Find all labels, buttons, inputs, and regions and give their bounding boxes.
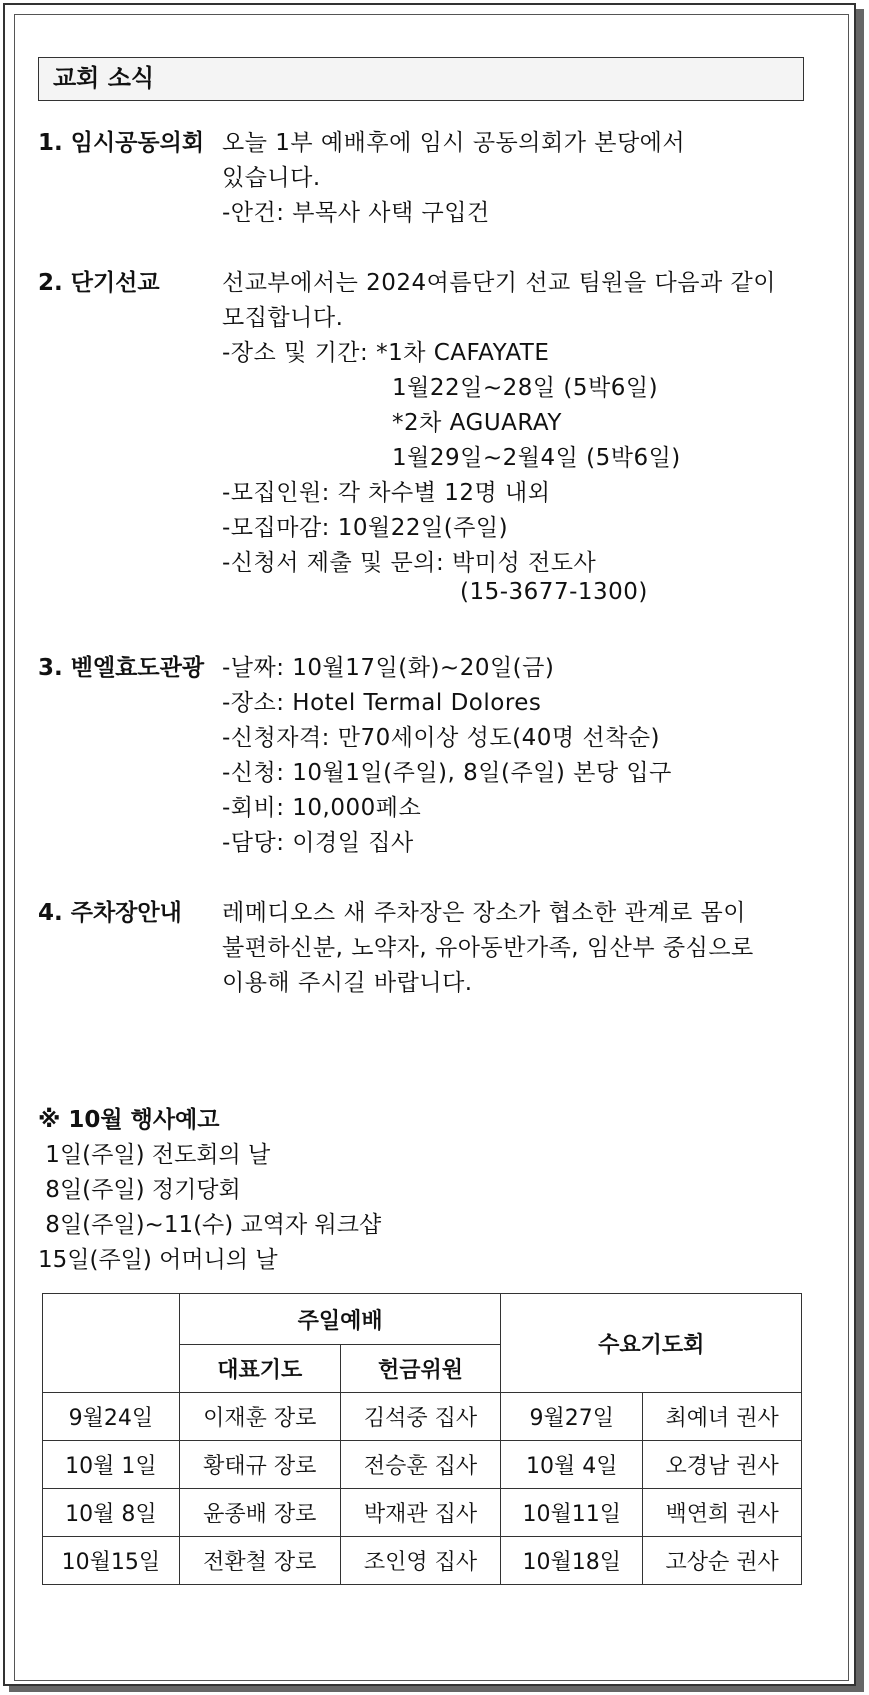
item-1-heading: 1. 임시공동의회 bbox=[38, 130, 205, 156]
item-1-line: -안건: 부목사 사택 구입건 bbox=[222, 200, 490, 226]
section-title: 교회 소식 bbox=[38, 57, 804, 101]
sunday-date: 9월24일 bbox=[43, 1393, 180, 1441]
item-2-line: 1월22일~28일 (5박6일) bbox=[392, 375, 659, 401]
item-1-line: 오늘 1부 예배후에 임시 공동의회가 본당에서 bbox=[222, 130, 686, 156]
wednesday-leader: 고상순 권사 bbox=[643, 1537, 802, 1585]
item-2-line: -모집마감: 10월22일(주일) bbox=[222, 515, 509, 541]
table-row bbox=[43, 1441, 802, 1489]
item-3-line: -장소: Hotel Termal Dolores bbox=[222, 690, 542, 716]
item-2-line: -모집인원: 각 차수별 12명 내외 bbox=[222, 480, 551, 506]
event-line: 1일(주일) 전도회의 날 bbox=[38, 1142, 271, 1168]
event-line: 8일(주일) 정기당회 bbox=[38, 1177, 241, 1203]
event-line: 8일(주일)~11(수) 교역자 워크샵 bbox=[38, 1212, 382, 1238]
item-2-line: *2차 AGUARAY bbox=[392, 410, 562, 436]
sunday-date: 10월 1일 bbox=[43, 1441, 180, 1489]
events-heading: ※ 10월 행사예고 bbox=[38, 1107, 220, 1133]
item-3-line: -날짜: 10월17일(화)~20일(금) bbox=[222, 655, 555, 681]
item-3-line: -담당: 이경일 집사 bbox=[222, 830, 414, 856]
table-row bbox=[43, 1489, 802, 1537]
item-3-line: -회비: 10,000페소 bbox=[222, 795, 422, 821]
item-1-line: 있습니다. bbox=[222, 165, 321, 191]
wednesday-date: 10월11일 bbox=[501, 1489, 643, 1537]
item-4-line: 레메디오스 새 주차장은 장소가 협소한 관계로 몸이 bbox=[222, 900, 746, 926]
header-representative-prayer: 대표기도 bbox=[179, 1345, 340, 1393]
item-2-line: 1월29일~2월4일 (5박6일) bbox=[392, 445, 681, 471]
item-3-line: -신청자격: 만70세이상 성도(40명 선착순) bbox=[222, 725, 661, 751]
table-row bbox=[43, 1537, 802, 1585]
item-2-line: -신청서 제출 및 문의: 박미성 전도사 bbox=[222, 550, 597, 576]
wednesday-leader: 오경남 권사 bbox=[643, 1441, 802, 1489]
offering-member: 김석중 집사 bbox=[340, 1393, 501, 1441]
item-4-heading: 4. 주차장안내 bbox=[38, 900, 182, 926]
item-3-line: -신청: 10월1일(주일), 8일(주일) 본당 입구 bbox=[222, 760, 672, 786]
wednesday-date: 10월 4일 bbox=[501, 1441, 643, 1489]
wednesday-leader: 최예녀 권사 bbox=[643, 1393, 802, 1441]
sunday-date: 10월15일 bbox=[43, 1537, 180, 1585]
item-2-line: (15-3677-1300) bbox=[460, 579, 648, 605]
item-4-line: 불편하신분, 노약자, 유아동반가족, 임산부 중심으로 bbox=[222, 935, 754, 961]
item-4-line: 이용해 주시길 바랍니다. bbox=[222, 970, 473, 996]
item-3-heading: 3. 벧엘효도관광 bbox=[38, 655, 205, 681]
schedule-table bbox=[42, 1293, 802, 1585]
prayer-leader: 황태규 장로 bbox=[179, 1441, 340, 1489]
item-2-heading: 2. 단기선교 bbox=[38, 270, 160, 296]
event-line: 15일(주일) 어머니의 날 bbox=[38, 1247, 278, 1273]
header-wednesday-prayer: 수요기도회 bbox=[501, 1294, 802, 1393]
item-2-line: -장소 및 기간: *1차 CAFAYATE bbox=[222, 340, 550, 366]
header-sunday-service: 주일예배 bbox=[179, 1294, 501, 1345]
prayer-leader: 전환철 장로 bbox=[179, 1537, 340, 1585]
header-offering-committee: 헌금위원 bbox=[340, 1345, 501, 1393]
offering-member: 박재관 집사 bbox=[340, 1489, 501, 1537]
wednesday-date: 9월27일 bbox=[501, 1393, 643, 1441]
table-corner-cell bbox=[43, 1294, 180, 1393]
offering-member: 전승훈 집사 bbox=[340, 1441, 501, 1489]
table-row bbox=[43, 1393, 802, 1441]
wednesday-leader: 백연희 권사 bbox=[643, 1489, 802, 1537]
wednesday-date: 10월18일 bbox=[501, 1537, 643, 1585]
sunday-date: 10월 8일 bbox=[43, 1489, 180, 1537]
prayer-leader: 윤종배 장로 bbox=[179, 1489, 340, 1537]
prayer-leader: 이재훈 장로 bbox=[179, 1393, 340, 1441]
item-2-line: 모집합니다. bbox=[222, 305, 344, 331]
item-2-line: 선교부에서는 2024여름단기 선교 팀원을 다음과 같이 bbox=[222, 270, 776, 296]
offering-member: 조인영 집사 bbox=[340, 1537, 501, 1585]
